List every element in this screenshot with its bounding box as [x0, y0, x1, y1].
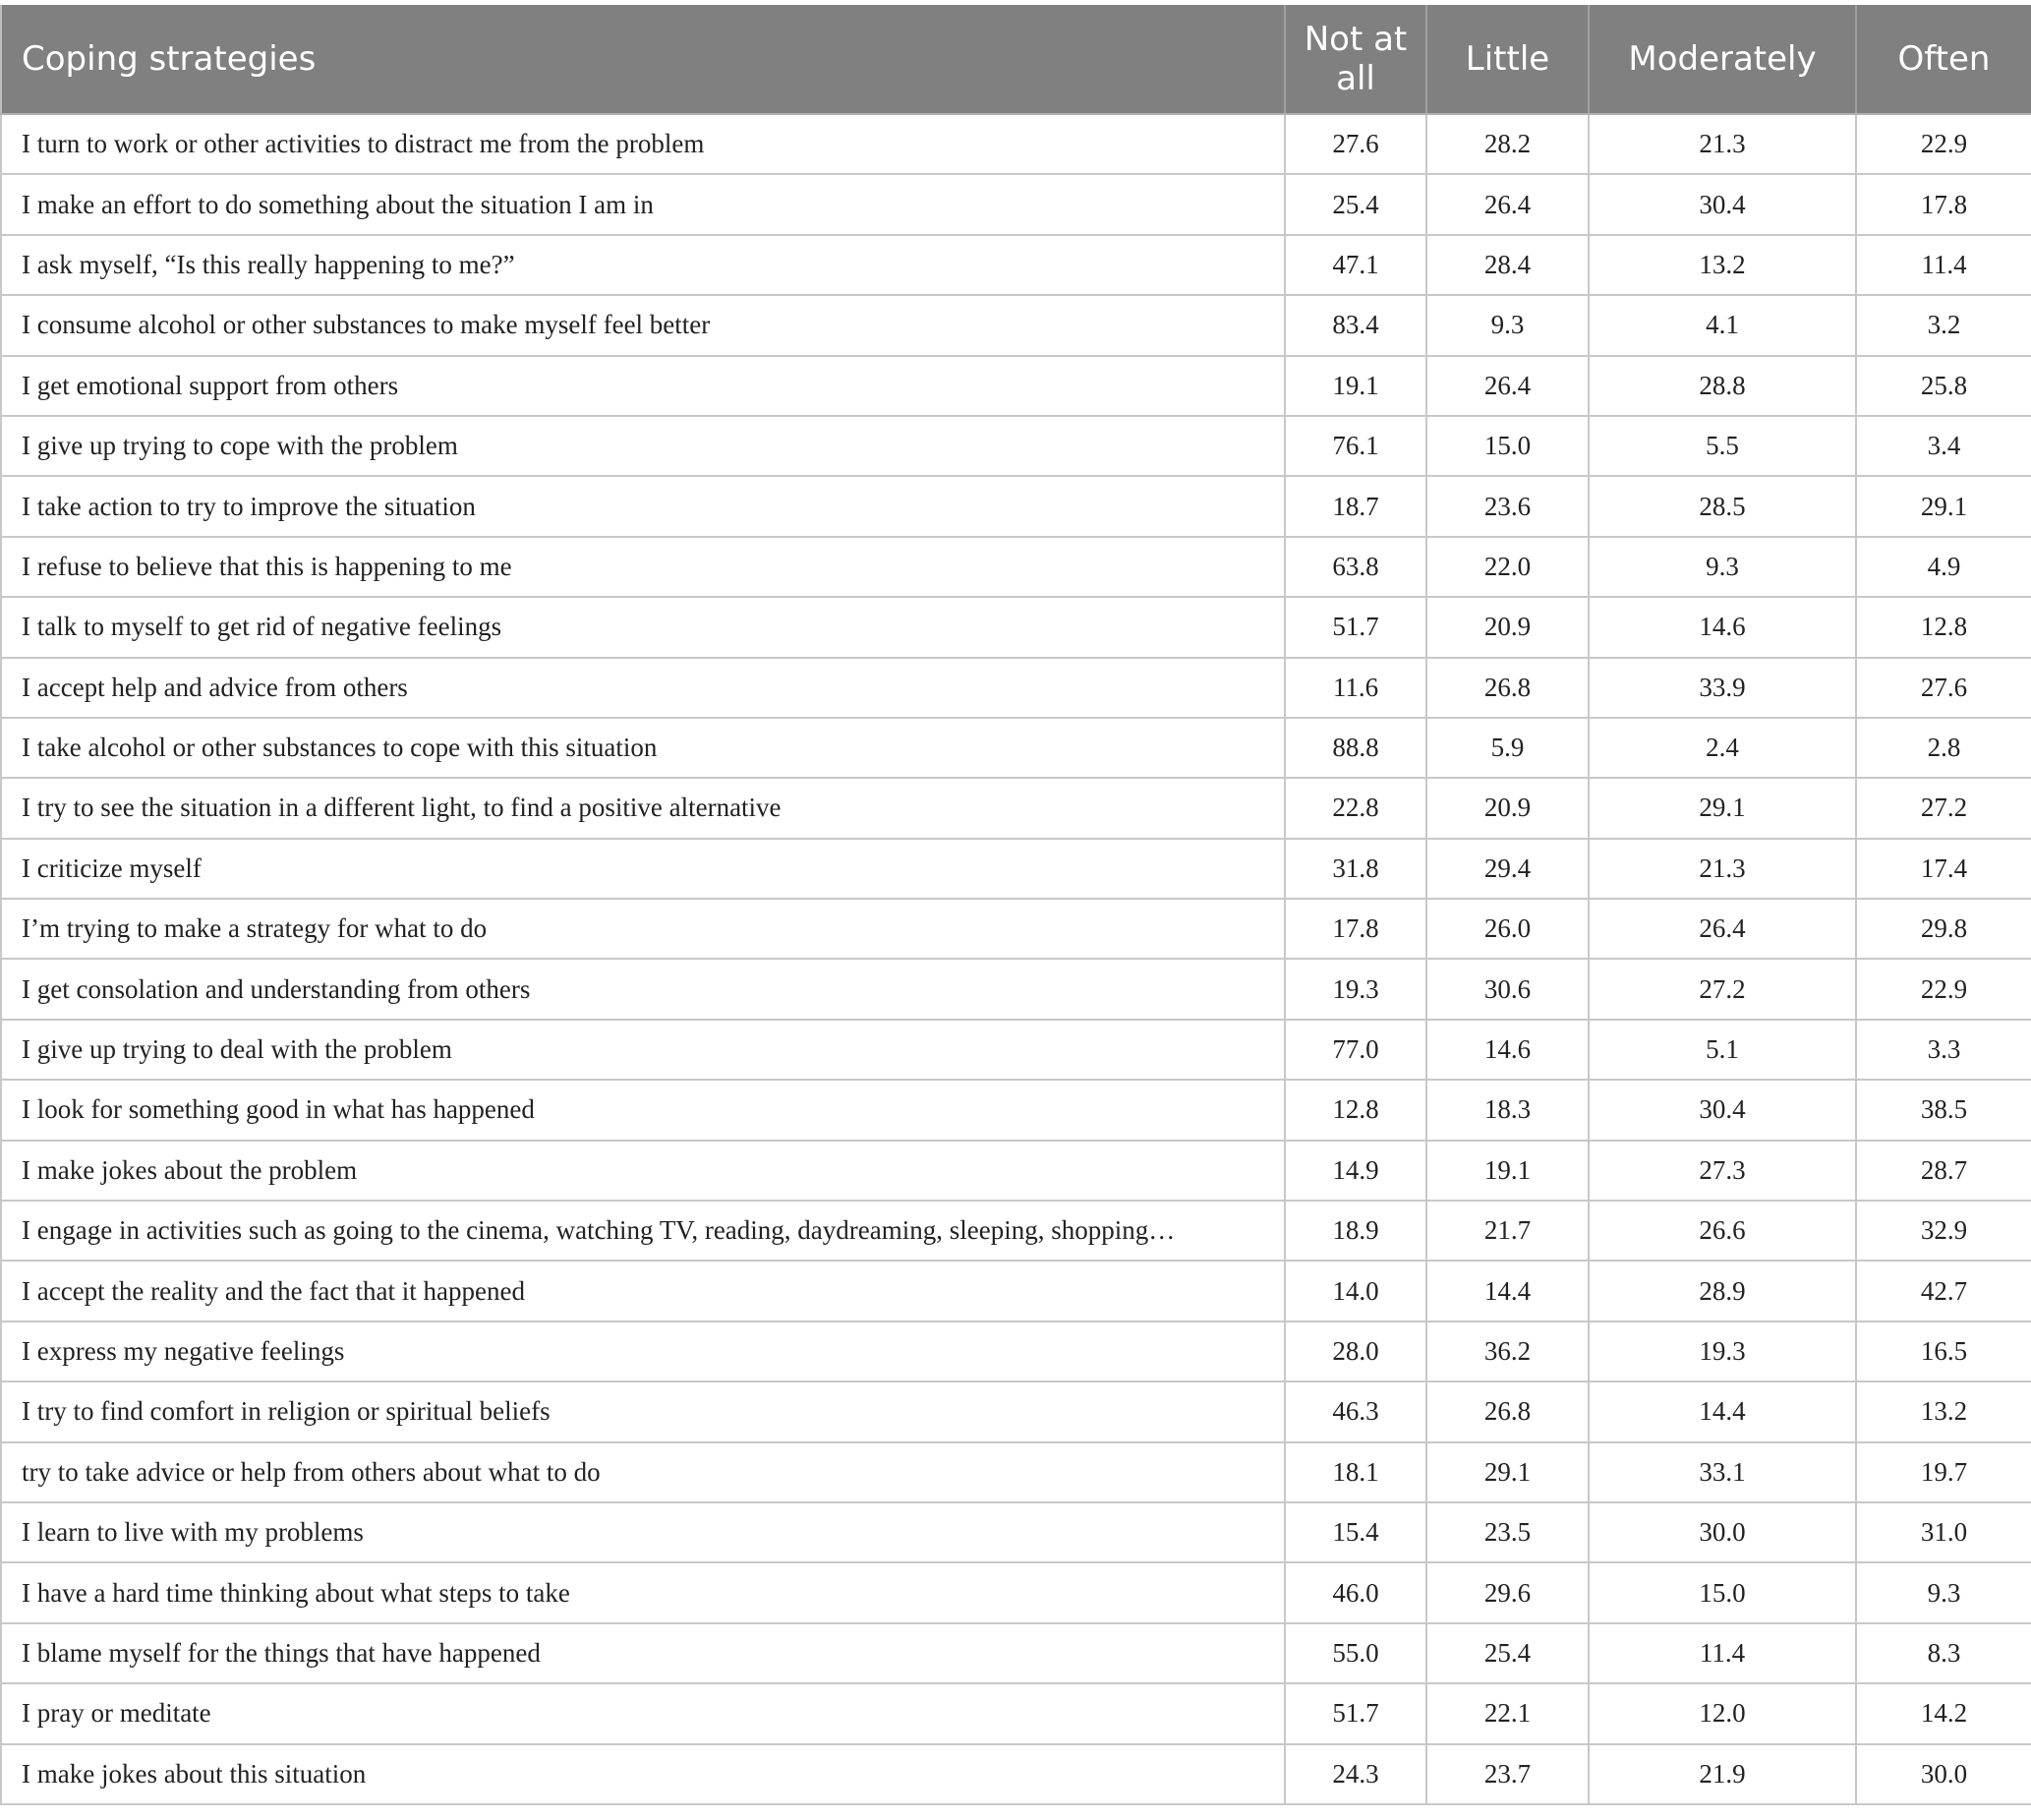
moderately-cell: 33.1 [1589, 1442, 1856, 1502]
not-at-all-cell: 46.3 [1285, 1381, 1426, 1441]
often-cell: 27.6 [1856, 658, 2031, 718]
table-row [1, 1261, 2031, 1321]
moderately-cell: 28.5 [1589, 476, 1856, 536]
often-cell: 11.4 [1856, 235, 2031, 295]
moderately-cell: 26.6 [1589, 1201, 1856, 1261]
moderately-cell: 14.4 [1589, 1381, 1856, 1441]
header-moderately: Moderately [1589, 5, 1856, 114]
not-at-all-cell: 15.4 [1285, 1502, 1426, 1562]
table-row [1, 839, 2031, 899]
strategy-cell: I look for something good in what has happened [1, 1080, 1285, 1140]
table-row [1, 537, 2031, 597]
table-row [1, 1201, 2031, 1261]
not-at-all-cell: 31.8 [1285, 839, 1426, 899]
often-cell: 12.8 [1856, 597, 2031, 657]
not-at-all-cell: 14.0 [1285, 1261, 1426, 1321]
moderately-cell: 9.3 [1589, 537, 1856, 597]
little-cell: 26.4 [1426, 174, 1589, 234]
header-little: Little [1426, 5, 1589, 114]
often-cell: 14.2 [1856, 1683, 2031, 1743]
header-often: Often [1856, 5, 2031, 114]
often-cell: 17.4 [1856, 839, 2031, 899]
strategy-cell: I criticize myself [1, 839, 1285, 899]
often-cell: 3.3 [1856, 1020, 2031, 1080]
table-row [1, 1020, 2031, 1080]
not-at-all-cell: 51.7 [1285, 1683, 1426, 1743]
strategy-cell: I ask myself, “Is this really happening to me?” [1, 235, 1285, 295]
often-cell: 38.5 [1856, 1080, 2031, 1140]
moderately-cell: 15.0 [1589, 1562, 1856, 1622]
table-row [1, 476, 2031, 536]
not-at-all-cell: 51.7 [1285, 597, 1426, 657]
little-cell: 14.6 [1426, 1020, 1589, 1080]
strategy-cell: I accept the reality and the fact that it happened [1, 1261, 1285, 1321]
moderately-cell: 5.1 [1589, 1020, 1856, 1080]
little-cell: 29.1 [1426, 1442, 1589, 1502]
strategy-cell: I try to find comfort in religion or spiritual beliefs [1, 1381, 1285, 1441]
table-row [1, 1321, 2031, 1381]
strategy-cell: I give up trying to cope with the problem [1, 416, 1285, 476]
often-cell: 32.9 [1856, 1201, 2031, 1261]
not-at-all-cell: 22.8 [1285, 778, 1426, 838]
little-cell: 26.4 [1426, 356, 1589, 416]
often-cell: 16.5 [1856, 1321, 2031, 1381]
not-at-all-cell: 88.8 [1285, 718, 1426, 778]
moderately-cell: 27.3 [1589, 1141, 1856, 1201]
strategy-cell: I make jokes about this situation [1, 1744, 1285, 1804]
strategy-cell: I get emotional support from others [1, 356, 1285, 416]
table-row [1, 1562, 2031, 1622]
strategy-cell: I express my negative feelings [1, 1321, 1285, 1381]
table-row [1, 1141, 2031, 1201]
often-cell: 2.8 [1856, 718, 2031, 778]
little-cell: 23.6 [1426, 476, 1589, 536]
not-at-all-cell: 28.0 [1285, 1321, 1426, 1381]
little-cell: 19.1 [1426, 1141, 1589, 1201]
moderately-cell: 11.4 [1589, 1623, 1856, 1683]
little-cell: 23.5 [1426, 1502, 1589, 1562]
moderately-cell: 19.3 [1589, 1321, 1856, 1381]
table-row [1, 356, 2031, 416]
little-cell: 15.0 [1426, 416, 1589, 476]
strategy-cell: I take action to try to improve the situation [1, 476, 1285, 536]
table-row [1, 295, 2031, 355]
not-at-all-cell: 18.1 [1285, 1442, 1426, 1502]
often-cell: 25.8 [1856, 356, 2031, 416]
not-at-all-cell: 25.4 [1285, 174, 1426, 234]
table-row [1, 899, 2031, 959]
often-cell: 4.9 [1856, 537, 2031, 597]
moderately-cell: 5.5 [1589, 416, 1856, 476]
table-row [1, 235, 2031, 295]
little-cell: 28.2 [1426, 114, 1589, 174]
table-body [1, 114, 2031, 1804]
table-row [1, 1442, 2031, 1502]
strategy-cell: I refuse to believe that this is happening to me [1, 537, 1285, 597]
little-cell: 18.3 [1426, 1080, 1589, 1140]
often-cell: 31.0 [1856, 1502, 2031, 1562]
table-row [1, 174, 2031, 234]
not-at-all-cell: 47.1 [1285, 235, 1426, 295]
not-at-all-cell: 55.0 [1285, 1623, 1426, 1683]
coping-strategies-table [0, 5, 2031, 1805]
table-row [1, 778, 2031, 838]
table-row [1, 416, 2031, 476]
little-cell: 29.4 [1426, 839, 1589, 899]
often-cell: 42.7 [1856, 1261, 2031, 1321]
often-cell: 17.8 [1856, 174, 2031, 234]
moderately-cell: 29.1 [1589, 778, 1856, 838]
strategy-cell: I blame myself for the things that have happened [1, 1623, 1285, 1683]
strategy-cell: I turn to work or other activities to distract me from the problem [1, 114, 1285, 174]
moderately-cell: 26.4 [1589, 899, 1856, 959]
often-cell: 22.9 [1856, 114, 2031, 174]
table-row [1, 1744, 2031, 1804]
moderately-cell: 28.8 [1589, 356, 1856, 416]
moderately-cell: 14.6 [1589, 597, 1856, 657]
table-row [1, 114, 2031, 174]
not-at-all-cell: 19.3 [1285, 959, 1426, 1019]
not-at-all-cell: 11.6 [1285, 658, 1426, 718]
often-cell: 29.8 [1856, 899, 2031, 959]
often-cell: 13.2 [1856, 1381, 2031, 1441]
not-at-all-cell: 17.8 [1285, 899, 1426, 959]
table-row [1, 959, 2031, 1019]
little-cell: 9.3 [1426, 295, 1589, 355]
not-at-all-cell: 14.9 [1285, 1141, 1426, 1201]
table-row [1, 658, 2031, 718]
moderately-cell: 30.4 [1589, 1080, 1856, 1140]
little-cell: 20.9 [1426, 778, 1589, 838]
table-row [1, 1623, 2031, 1683]
often-cell: 8.3 [1856, 1623, 2031, 1683]
moderately-cell: 30.4 [1589, 174, 1856, 234]
often-cell: 28.7 [1856, 1141, 2031, 1201]
not-at-all-cell: 18.7 [1285, 476, 1426, 536]
little-cell: 29.6 [1426, 1562, 1589, 1622]
moderately-cell: 30.0 [1589, 1502, 1856, 1562]
strategy-cell: I accept help and advice from others [1, 658, 1285, 718]
often-cell: 27.2 [1856, 778, 2031, 838]
moderately-cell: 21.9 [1589, 1744, 1856, 1804]
little-cell: 26.8 [1426, 658, 1589, 718]
little-cell: 22.1 [1426, 1683, 1589, 1743]
moderately-cell: 12.0 [1589, 1683, 1856, 1743]
little-cell: 14.4 [1426, 1261, 1589, 1321]
often-cell: 9.3 [1856, 1562, 2031, 1622]
often-cell: 3.4 [1856, 416, 2031, 476]
little-cell: 22.0 [1426, 537, 1589, 597]
little-cell: 26.0 [1426, 899, 1589, 959]
table-row [1, 1683, 2031, 1743]
moderately-cell: 4.1 [1589, 295, 1856, 355]
moderately-cell: 28.9 [1589, 1261, 1856, 1321]
table-row [1, 1080, 2031, 1140]
often-cell: 19.7 [1856, 1442, 2031, 1502]
strategy-cell: I have a hard time thinking about what steps to take [1, 1562, 1285, 1622]
strategy-cell: I try to see the situation in a different light, to find a positive alternative [1, 778, 1285, 838]
strategy-cell: I’m trying to make a strategy for what to do [1, 899, 1285, 959]
little-cell: 25.4 [1426, 1623, 1589, 1683]
not-at-all-cell: 18.9 [1285, 1201, 1426, 1261]
moderately-cell: 21.3 [1589, 839, 1856, 899]
not-at-all-cell: 24.3 [1285, 1744, 1426, 1804]
strategy-cell: I learn to live with my problems [1, 1502, 1285, 1562]
table-row [1, 718, 2031, 778]
often-cell: 22.9 [1856, 959, 2031, 1019]
often-cell: 30.0 [1856, 1744, 2031, 1804]
moderately-cell: 33.9 [1589, 658, 1856, 718]
moderately-cell: 2.4 [1589, 718, 1856, 778]
little-cell: 28.4 [1426, 235, 1589, 295]
little-cell: 5.9 [1426, 718, 1589, 778]
header-row [1, 5, 2031, 114]
strategy-cell: I get consolation and understanding from others [1, 959, 1285, 1019]
little-cell: 21.7 [1426, 1201, 1589, 1261]
header-coping-strategies: Coping strategies [1, 5, 1285, 114]
not-at-all-cell: 12.8 [1285, 1080, 1426, 1140]
not-at-all-cell: 27.6 [1285, 114, 1426, 174]
strategy-cell: I talk to myself to get rid of negative feelings [1, 597, 1285, 657]
header-not-at-all: Not at all [1285, 5, 1426, 114]
little-cell: 23.7 [1426, 1744, 1589, 1804]
little-cell: 30.6 [1426, 959, 1589, 1019]
little-cell: 20.9 [1426, 597, 1589, 657]
table-row [1, 1381, 2031, 1441]
strategy-cell: try to take advice or help from others about what to do [1, 1442, 1285, 1502]
strategy-cell: I engage in activities such as going to the cinema, watching TV, reading, daydreaming, sleeping, shopping… [1, 1201, 1285, 1261]
strategy-cell: I pray or meditate [1, 1683, 1285, 1743]
often-cell: 29.1 [1856, 476, 2031, 536]
not-at-all-cell: 77.0 [1285, 1020, 1426, 1080]
not-at-all-cell: 63.8 [1285, 537, 1426, 597]
table-row [1, 1502, 2031, 1562]
moderately-cell: 27.2 [1589, 959, 1856, 1019]
table-row [1, 597, 2031, 657]
not-at-all-cell: 76.1 [1285, 416, 1426, 476]
not-at-all-cell: 46.0 [1285, 1562, 1426, 1622]
not-at-all-cell: 83.4 [1285, 295, 1426, 355]
strategy-cell: I make jokes about the problem [1, 1141, 1285, 1201]
strategy-cell: I make an effort to do something about the situation I am in [1, 174, 1285, 234]
strategy-cell: I take alcohol or other substances to cope with this situation [1, 718, 1285, 778]
strategy-cell: I consume alcohol or other substances to make myself feel better [1, 295, 1285, 355]
moderately-cell: 13.2 [1589, 235, 1856, 295]
moderately-cell: 21.3 [1589, 114, 1856, 174]
strategy-cell: I give up trying to deal with the problem [1, 1020, 1285, 1080]
often-cell: 3.2 [1856, 295, 2031, 355]
little-cell: 36.2 [1426, 1321, 1589, 1381]
not-at-all-cell: 19.1 [1285, 356, 1426, 416]
little-cell: 26.8 [1426, 1381, 1589, 1441]
